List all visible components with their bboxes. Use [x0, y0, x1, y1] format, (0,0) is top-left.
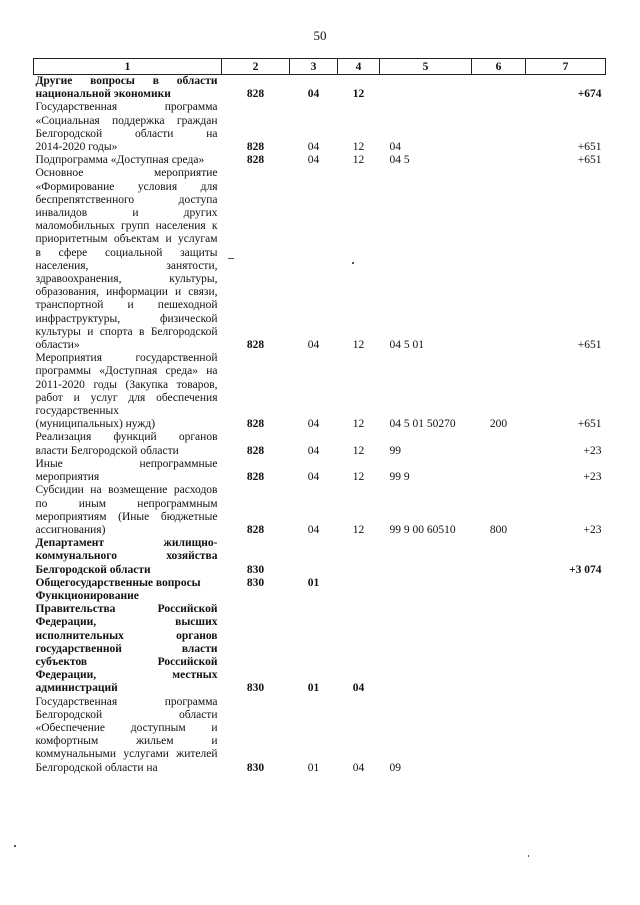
table-row — [34, 352, 606, 431]
expense-type-code — [472, 431, 526, 457]
row-name-line: 2014-2020 годы» — [35, 141, 118, 154]
target-article-code: 04 5 01 50270 — [389, 418, 456, 431]
ministry-code: 828 — [246, 88, 265, 101]
ministry-code: 828 — [246, 418, 265, 431]
table-row — [34, 458, 606, 484]
expense-type-code: 800 — [489, 523, 508, 536]
amount-change — [526, 577, 606, 590]
subsection-code: 12 — [352, 471, 365, 484]
row-name-line: «Обеспечение доступным и — [35, 721, 218, 734]
section-code: 04 — [307, 141, 320, 154]
ministry-code: 828 — [246, 339, 265, 352]
row-name-line: Государственная программа — [35, 101, 218, 114]
expense-type-code — [472, 154, 526, 167]
expense-type-code — [472, 458, 526, 484]
row-name-line: инфраструктуры, физической — [35, 312, 218, 325]
row-name-line: Департамент жилищно- — [35, 537, 218, 550]
table-row — [34, 431, 606, 457]
row-name-line: коммунальными услугами жителей — [35, 748, 218, 761]
row-name-line: области» — [35, 339, 80, 352]
row-name-line: (муниципальных) нужд) — [35, 418, 156, 431]
row-name-line: исполнительных органов — [35, 629, 218, 642]
page-number: 50 — [313, 28, 327, 43]
row-name-line: Субсидии на возмещение расходов — [35, 484, 218, 497]
amount-change — [526, 590, 606, 696]
column-header: 4 — [338, 59, 380, 75]
row-name-line: национальной экономики — [35, 88, 171, 101]
row-name — [34, 590, 222, 696]
row-name — [34, 458, 222, 484]
row-name — [34, 537, 222, 577]
row-name — [34, 101, 222, 154]
amount-change: +651 — [577, 418, 602, 431]
subsection-code: 12 — [352, 141, 365, 154]
row-name-line: Государственная программа — [35, 695, 218, 708]
row-name-line: Федерации, высших — [35, 616, 218, 629]
target-article-code: 99 — [389, 444, 401, 457]
row-name-line: субъектов Российской — [35, 655, 218, 668]
target-article-code: 99 9 — [389, 471, 410, 484]
row-name-line: транспортной и пешеходной — [35, 299, 218, 312]
section-code: 04 — [307, 523, 320, 536]
expense-type-code — [472, 696, 526, 775]
row-name-line: Другие вопросы в области — [35, 75, 218, 87]
row-name-line: инвалидов и других — [35, 207, 218, 220]
row-name-line: в сфере социальной защиты — [35, 246, 218, 259]
row-name-line: Подпрограмма «Доступная среда» — [35, 154, 205, 167]
row-name-line: «Формирование условия для — [35, 180, 218, 193]
row-name — [34, 484, 222, 537]
row-name-line: маломобильных групп населения к — [35, 220, 218, 233]
ministry-code: 828 — [246, 471, 265, 484]
expense-type-code — [472, 590, 526, 696]
table-row — [34, 167, 606, 352]
row-name-line: Иные непрограммные — [35, 457, 218, 470]
amount-change: +23 — [583, 523, 602, 536]
row-name — [34, 431, 222, 457]
row-name-line: Правительства Российской — [35, 603, 218, 616]
row-name-line: Функционирование — [35, 589, 139, 602]
row-name-line: комфортным жильем и — [35, 735, 218, 748]
amount-change: +674 — [577, 88, 602, 101]
table-row — [34, 577, 606, 590]
section-code: 01 — [307, 761, 320, 774]
expense-type-code: 200 — [489, 418, 508, 431]
row-name-line: культуры и спорта в Белгородской — [35, 325, 218, 338]
column-header: 6 — [472, 59, 526, 75]
amount-change: +651 — [577, 154, 602, 167]
row-name-line: государственной власти — [35, 642, 218, 655]
row-name-line: мероприятия — [35, 471, 100, 484]
column-header: 3 — [290, 59, 338, 75]
section-code: 04 — [307, 88, 320, 101]
ministry-code: 830 — [246, 576, 265, 589]
table-row — [34, 590, 606, 696]
expense-type-code — [472, 537, 526, 577]
subsection-code: 04 — [352, 761, 365, 774]
expense-type-code — [472, 167, 526, 352]
subsection-code: 12 — [352, 418, 365, 431]
row-name-line: населения, занятости, — [35, 259, 218, 272]
column-header: 5 — [380, 59, 472, 75]
header-row — [34, 59, 606, 75]
target-article-code: 04 5 01 — [389, 339, 424, 352]
table-row — [34, 696, 606, 775]
ministry-code: 830 — [246, 682, 265, 695]
table-row — [34, 154, 606, 167]
table-row — [34, 101, 606, 154]
subsection-code: 12 — [352, 154, 365, 167]
section-code: 01 — [307, 682, 320, 695]
row-name — [34, 696, 222, 775]
subsection-code: 12 — [352, 444, 365, 457]
row-name-line: Федерации, местных — [35, 669, 218, 682]
row-name-line: мероприятиям (Иные бюджетные — [35, 510, 218, 523]
subsection-code — [338, 537, 380, 577]
target-article-code — [380, 75, 472, 102]
row-name-line: по иным непрограммным — [35, 497, 218, 510]
subsection-code: 12 — [352, 523, 365, 536]
target-article-code: 09 — [389, 761, 401, 774]
target-article-code — [380, 537, 472, 577]
row-name-line: Мероприятия государственной — [35, 352, 218, 365]
expense-type-code — [472, 101, 526, 154]
row-name-line: Общегосударственные вопросы — [35, 576, 201, 589]
table-row — [34, 537, 606, 577]
target-article-code — [380, 577, 472, 590]
row-name-line: беспрепятственного доступа — [35, 193, 218, 206]
row-name — [34, 154, 222, 167]
row-name-line: администраций — [35, 682, 118, 695]
ministry-code: 828 — [246, 444, 265, 457]
budget-table — [33, 58, 606, 775]
row-name-line: образования, информации и связи, — [35, 286, 218, 299]
row-name-line: «Социальная поддержка граждан — [35, 114, 218, 127]
row-name-line: программы «Доступная среда» на — [35, 365, 218, 378]
row-name-line: коммунального хозяйства — [35, 550, 218, 563]
subsection-code: 12 — [352, 88, 365, 101]
amount-change: +651 — [577, 141, 602, 154]
row-name-line: здравоохранения, культуры, — [35, 273, 218, 286]
row-name-line: работ и услуг для обеспечения — [35, 391, 218, 404]
scan-mark — [14, 845, 16, 847]
row-name-line: государственных — [35, 405, 120, 418]
expense-type-code — [472, 577, 526, 590]
row-name-line: Основное мероприятие — [35, 167, 218, 180]
row-name — [34, 352, 222, 431]
ministry-code: 830 — [246, 761, 265, 774]
column-header: 1 — [34, 59, 222, 75]
section-code: 01 — [307, 576, 320, 589]
row-name-line: Белгородской области на — [35, 127, 218, 140]
row-name — [34, 167, 222, 352]
row-name — [34, 75, 222, 102]
row-name-line: приоритетным объектам и услугам — [35, 233, 218, 246]
expense-type-code — [472, 75, 526, 102]
table-row — [34, 484, 606, 537]
ministry-code: 830 — [246, 563, 265, 576]
amount-change: +23 — [583, 444, 602, 457]
amount-change: +3 074 — [569, 563, 602, 576]
column-header: 2 — [222, 59, 290, 75]
subsection-code: 04 — [352, 682, 365, 695]
column-header: 7 — [526, 59, 606, 75]
row-name-line: Белгородской области — [35, 563, 151, 576]
scan-mark — [528, 855, 529, 857]
subsection-code — [338, 577, 380, 590]
target-article-code — [380, 590, 472, 696]
section-code: 04 — [307, 154, 320, 167]
amount-change: +651 — [577, 339, 602, 352]
target-article-code: 04 — [389, 141, 401, 154]
scan-mark — [352, 262, 354, 264]
row-name-line: Белгородской области — [35, 708, 218, 721]
table-row — [34, 75, 606, 102]
scan-mark — [228, 258, 234, 259]
row-name — [34, 577, 222, 590]
target-article-code: 99 9 00 60510 — [389, 523, 456, 536]
section-code: 04 — [307, 339, 320, 352]
row-name-line: власти Белгородской области — [35, 444, 179, 457]
ministry-code: 828 — [246, 141, 265, 154]
row-name-line: 2011-2020 годы (Закупка товаров, — [35, 378, 218, 391]
row-name-line: ассигнования) — [35, 523, 106, 536]
ministry-code: 828 — [246, 523, 265, 536]
amount-change — [526, 696, 606, 775]
target-article-code: 04 5 — [389, 154, 410, 167]
subsection-code: 12 — [352, 339, 365, 352]
section-code: 04 — [307, 418, 320, 431]
section-code: 04 — [307, 471, 320, 484]
row-name-line: Реализация функций органов — [35, 431, 218, 444]
section-code: 04 — [307, 444, 320, 457]
amount-change: +23 — [583, 471, 602, 484]
section-code — [290, 537, 338, 577]
ministry-code: 828 — [246, 154, 265, 167]
row-name-line: Белгородской области на — [35, 761, 158, 774]
